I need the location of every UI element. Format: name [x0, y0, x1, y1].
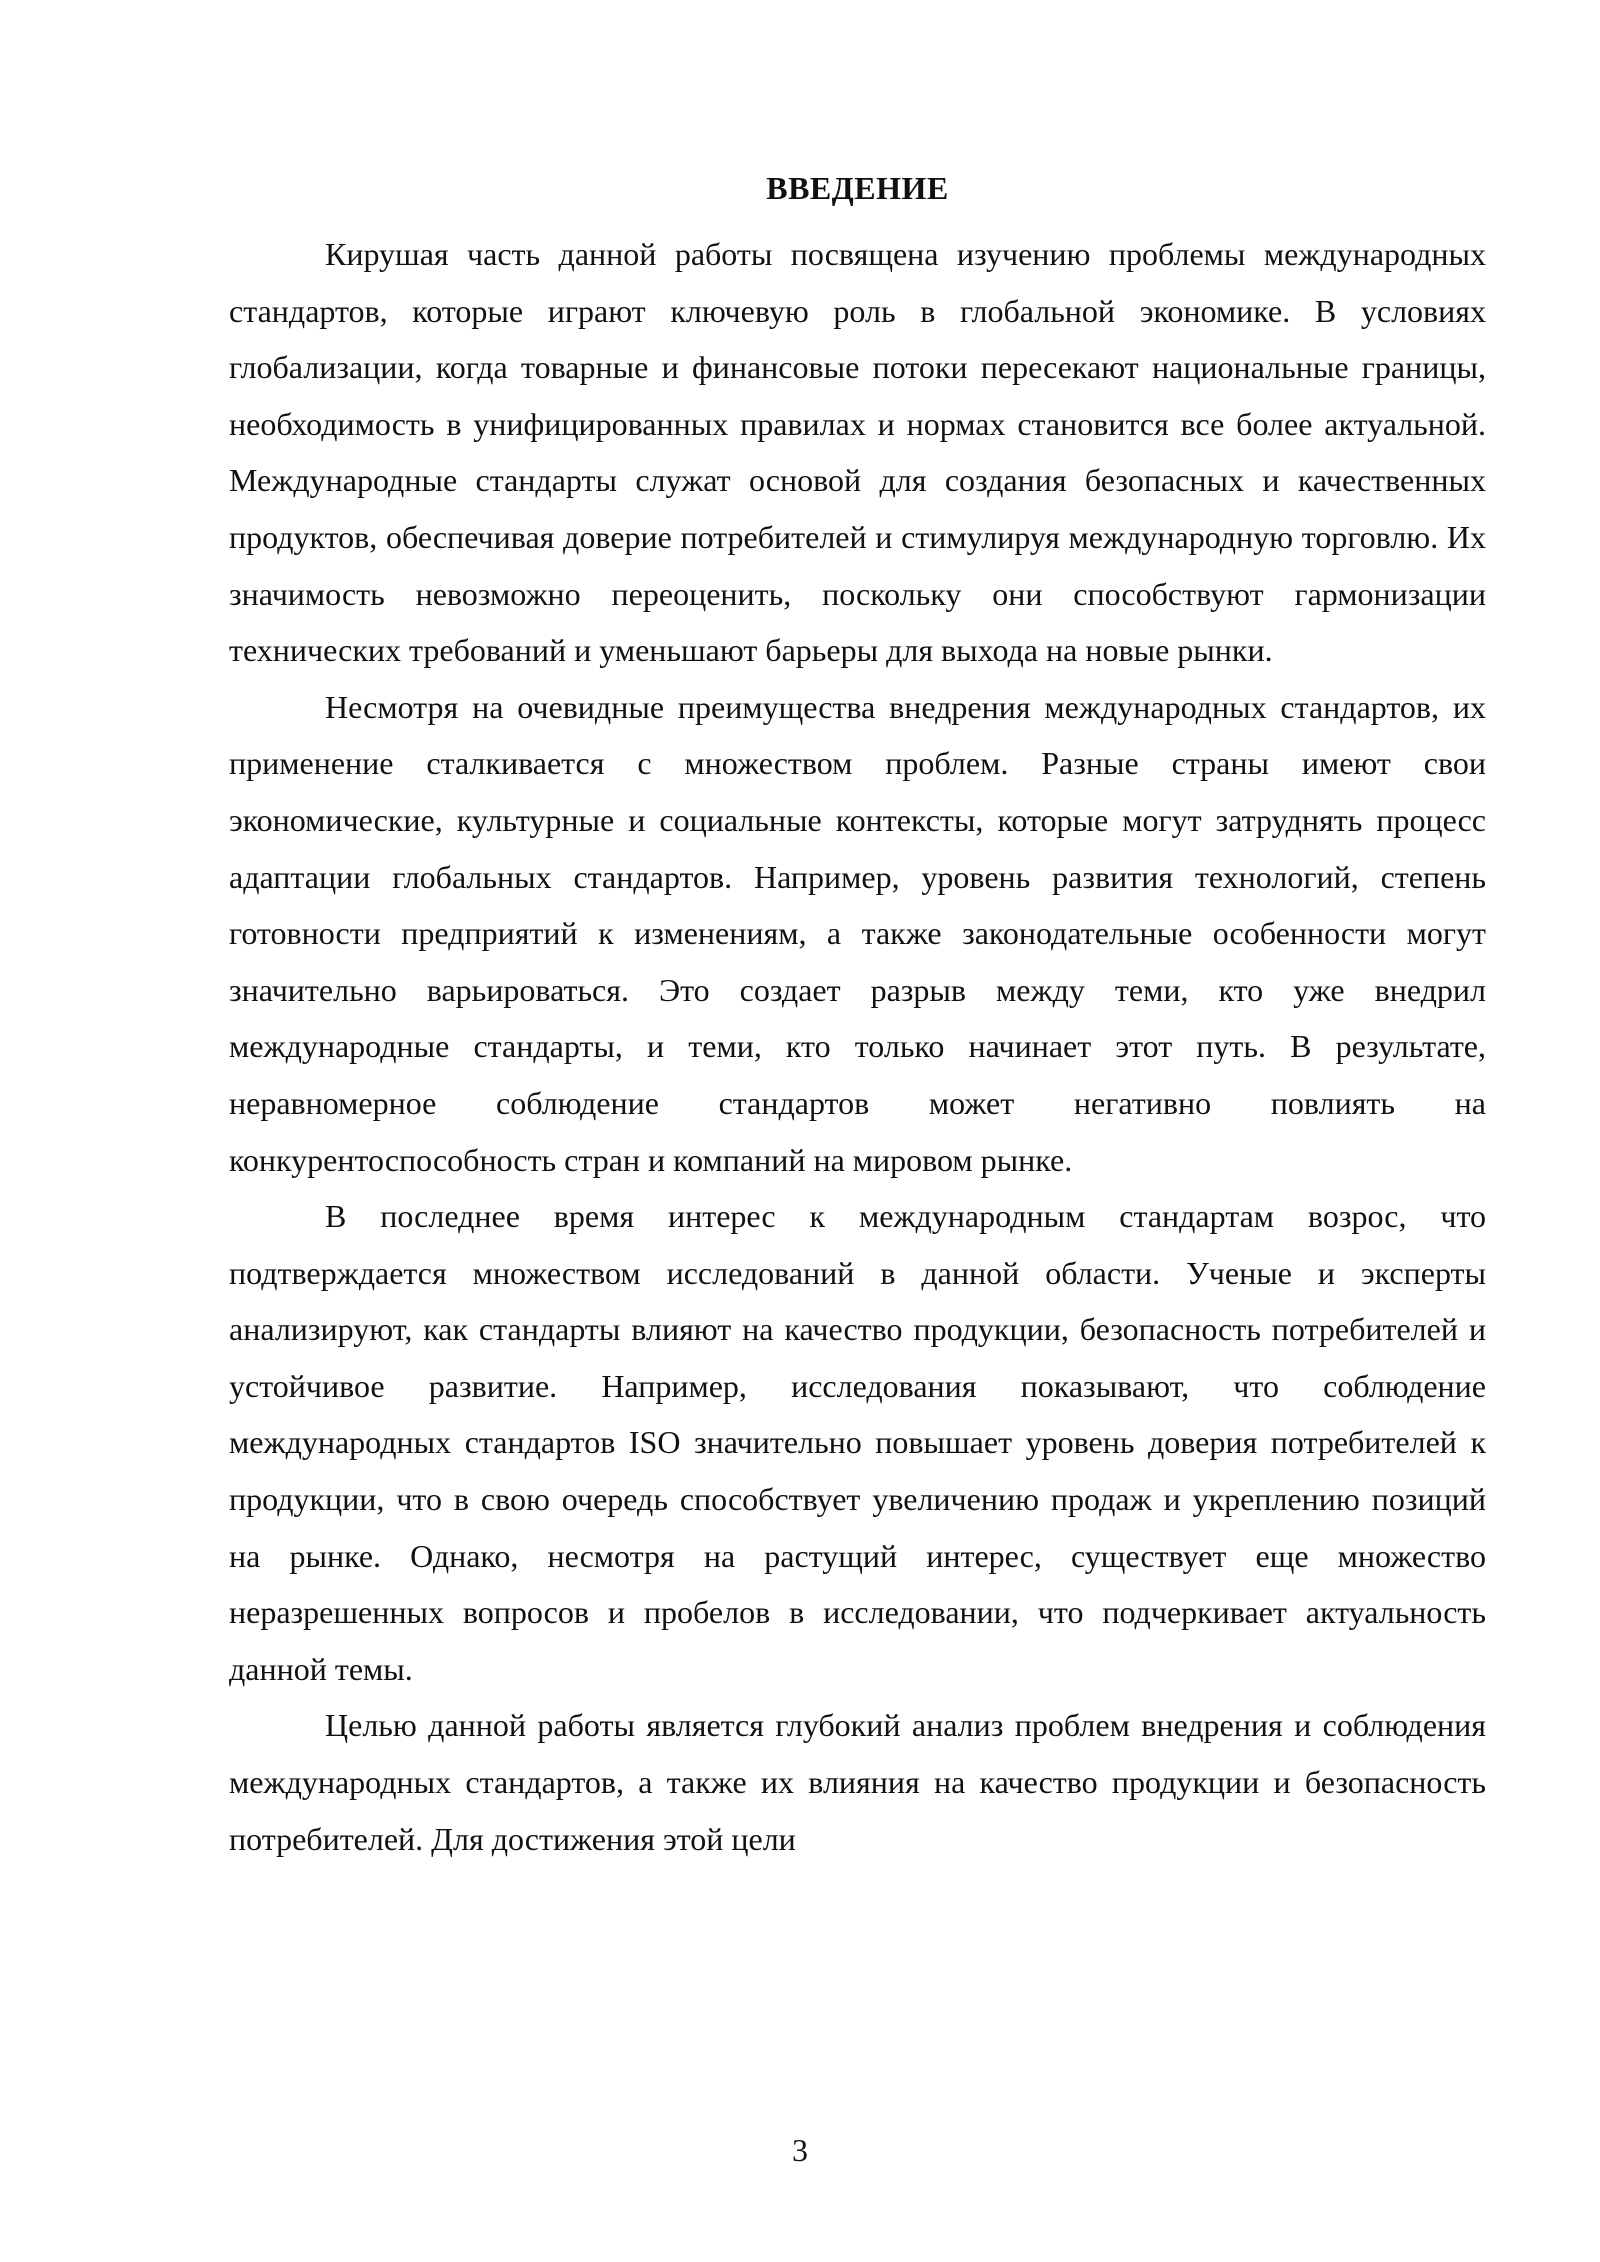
paragraph-2: Несмотря на очевидные преимущества внедрения международных стандартов, их применение сталкивается с множеством проблем. Разные страны имеют свои экономические, культурные и социальные контексты, которые могут затруднять процесс адаптации глобальных стандартов. Например, уровень развития технологий, степень готовности предприятий к изменениям, а также законодательные особенности могут значительно варьироваться. Это создает разрыв между теми, кто уже внедрил международные стандарты, и теми, кто только начинает этот путь. В результате, неравномерное соблюдение стандартов может негативно повлиять на конкурентоспособность стран и компаний на мировом рынке.	[229, 688, 1486, 1178]
page-number: 3	[792, 2132, 808, 2168]
paragraph-4: Целью данной работы является глубокий анализ проблем внедрения и соблюдения международных стандартов, а также их влияния на качество продукции и безопасность потребителей. Для достижения этой цели	[229, 1707, 1486, 1857]
page-title: ВВЕДЕНИЕ	[766, 170, 949, 206]
paragraph-1: Кирушая часть данной работы посвящена изучению проблемы международных стандартов, которые играют ключевую роль в глобальной экономике. В условиях глобализации, когда товарные и финансовые потоки пересекают национальные границы, необходимость в унифицированных правилах и нормах становится все более актуальной. Международные стандарты служат основой для создания безопасных и качественных продуктов, обеспечивая доверие потребителей и стимулируя международную торговлю. Их значимость невозможно переоценить, поскольку они способствуют гармонизации технических требований и уменьшают барьеры для выхода на новые рынки.	[229, 236, 1486, 669]
paragraph-3: В последнее время интерес к международным стандартам возрос, что подтверждается множеством исследований в данной области. Ученые и эксперты анализируют, как стандарты влияют на качество продукции, безопасность потребителей и устойчивое развитие. Например, исследования показывают, что соблюдение международных стандартов ISO значительно повышает уровень доверия потребителей к продукции, что в свою очередь способствует увеличению продаж и укреплению позиций на рынке. Однако, несмотря на растущий интерес, существует еще множество неразрешенных вопросов и пробелов в исследовании, что подчеркивает актуальность данной темы.	[229, 1198, 1486, 1687]
page-content	[229, 160, 1486, 1867]
